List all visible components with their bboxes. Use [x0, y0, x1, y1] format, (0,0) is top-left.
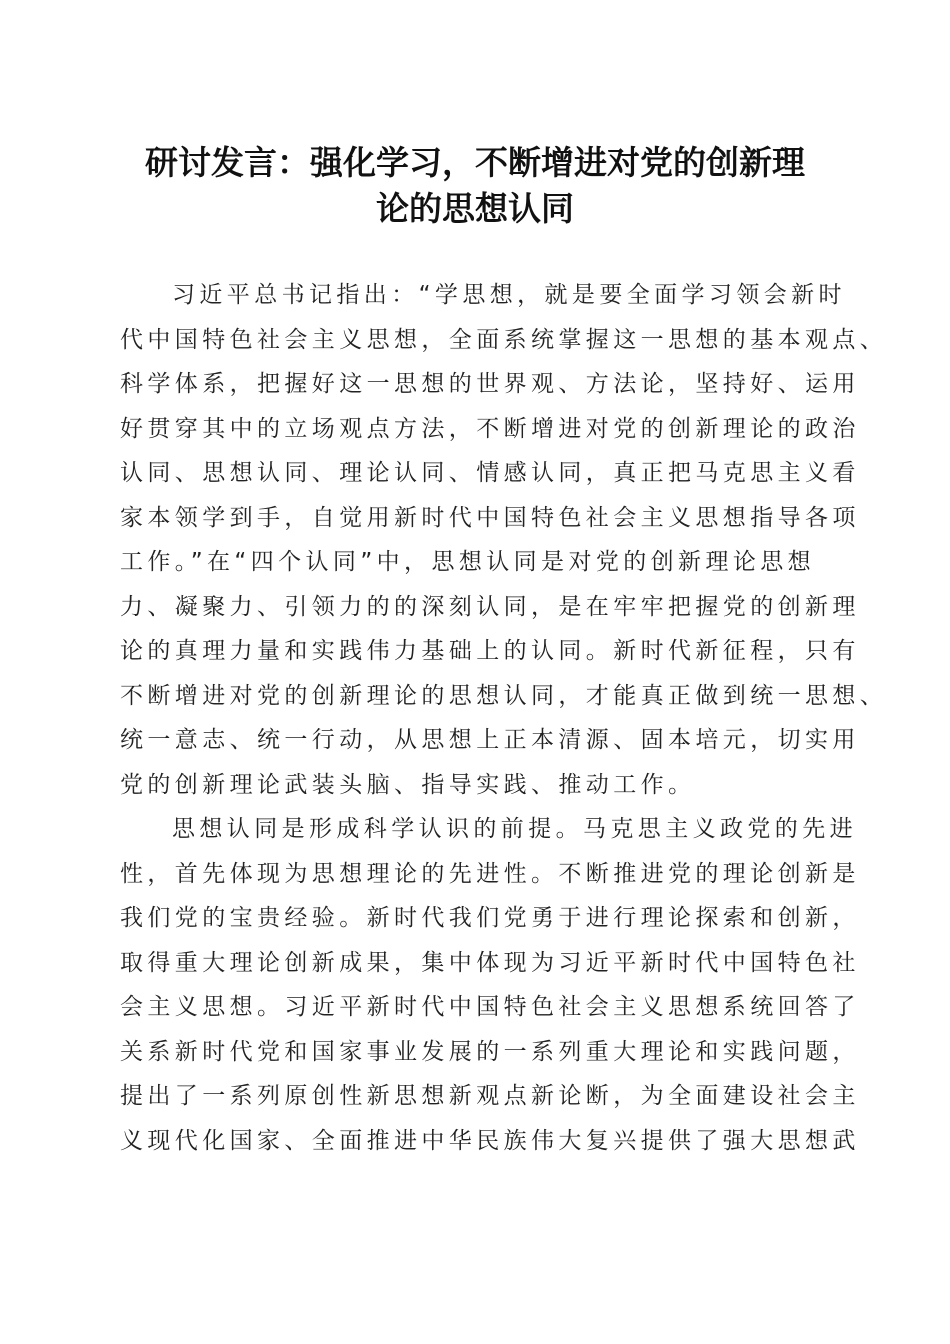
- paragraph-1: [120, 273, 888, 807]
- text-line: 性，首先体现为思想理论的先进性。不断推进党的理论创新是: [120, 860, 860, 887]
- text-line: 统一意志、统一行动，从思想上正本清源、固本培元，切实用: [120, 727, 860, 753]
- title-line-1: 研讨发言：强化学习，不断增进对党的创新理: [145, 143, 805, 182]
- text-line: 不断增进对党的创新理论的思想认同，才能真正做到统一思想、: [120, 682, 888, 709]
- text-line: 我们党的宝贵经验。新时代我们党勇于进行理论探索和创新，: [120, 905, 860, 931]
- text-line: 科学体系，把握好这一思想的世界观、方法论，坚持好、运用: [120, 371, 860, 397]
- text-line: 好贯穿其中的立场观点方法，不断增进对党的创新理论的政治: [120, 415, 860, 442]
- text-line: 力、凝聚力、引领力的的深刻认同，是在牢牢把握党的创新理: [120, 593, 860, 620]
- text-line: 家本领学到手，自觉用新时代中国特色社会主义思想指导各项: [120, 504, 860, 531]
- text-line: 义现代化国家、全面推进中华民族伟大复兴提供了强大思想武: [120, 1127, 860, 1154]
- text-line: 工作。”在“四个认同”中，思想认同是对党的创新理论思想: [120, 549, 816, 575]
- paragraph-2: [120, 807, 860, 1163]
- document-body: [120, 273, 888, 1163]
- title-line-2: 论的思想认同: [376, 189, 574, 228]
- text-line: 关系新时代党和国家事业发展的一系列重大理论和实践问题，: [120, 1038, 860, 1065]
- text-line: 会主义思想。习近平新时代中国特色社会主义思想系统回答了: [120, 994, 860, 1020]
- text-line: 思想认同是形成科学认识的前提。马克思主义政党的先进: [172, 816, 857, 842]
- document-title: [100, 140, 850, 232]
- text-line: 习近平总书记指出：“学思想，就是要全面学习领会新时: [172, 282, 846, 308]
- text-line: 党的创新理论武装头脑、指导实践、推动工作。: [120, 771, 696, 798]
- text-line: 代中国特色社会主义思想，全面系统掌握这一思想的基本观点、: [120, 326, 888, 353]
- text-line: 论的真理力量和实践伟力基础上的认同。新时代新征程，只有: [120, 638, 860, 664]
- text-line: 提出了一系列原创性新思想新观点新论断，为全面建设社会主: [120, 1083, 860, 1109]
- text-line: 认同、思想认同、理论认同、情感认同，真正把马克思主义看: [120, 460, 860, 486]
- text-line: 取得重大理论创新成果，集中体现为习近平新时代中国特色社: [120, 949, 860, 976]
